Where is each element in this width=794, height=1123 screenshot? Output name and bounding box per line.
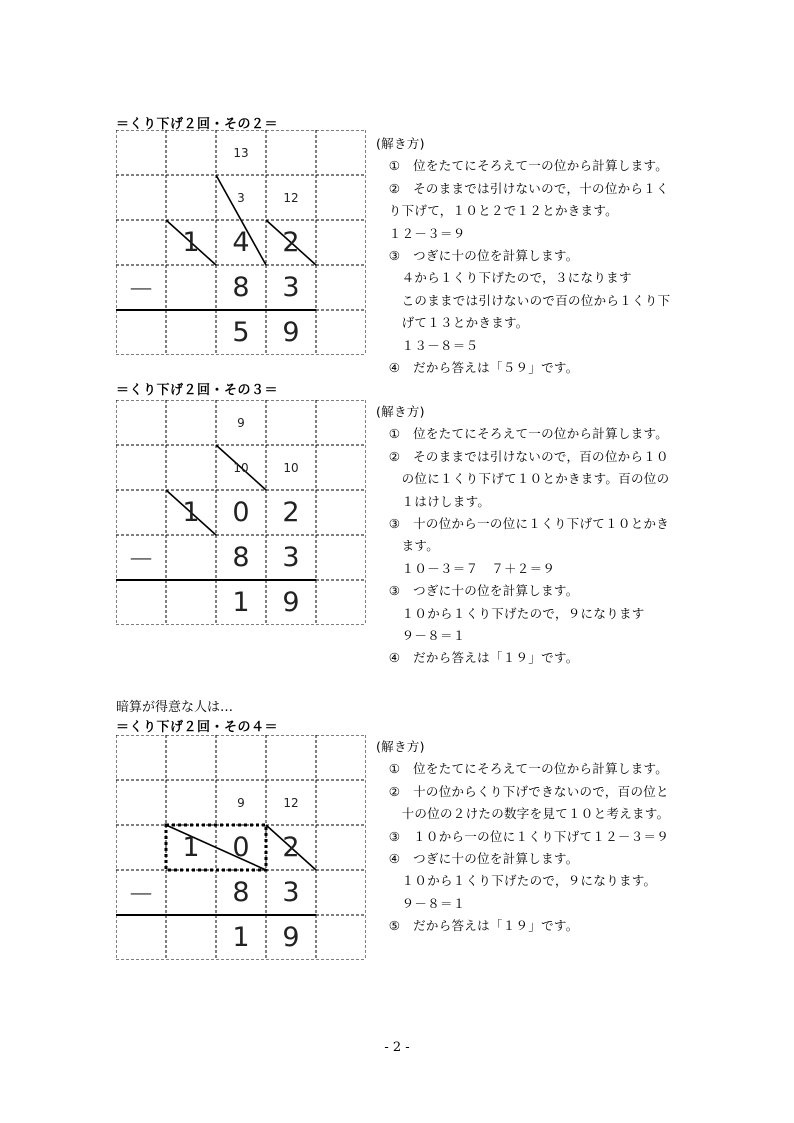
explanation-line: １はけします。 — [376, 493, 491, 509]
explanation-3 — [376, 401, 696, 670]
explanation-line: １０－３＝７ ７＋２＝９ — [376, 560, 556, 576]
explanation-4 — [376, 736, 696, 938]
explanation-line: ③ つぎに十の位を計算します。 — [376, 247, 579, 263]
explanation-line: ① 位をたてにそろえて一の位から計算します。 — [376, 426, 669, 442]
minus-sign: － — [127, 275, 155, 306]
borrow-tens: 3 — [237, 190, 245, 205]
explanation-line: ③ 十の位から一の位に１くり下げて１０とかき — [376, 515, 670, 531]
subtrahend-tens: 8 — [232, 877, 250, 908]
minuend-hundreds: 1 — [182, 497, 200, 528]
minuend-ones: 2 — [282, 832, 300, 863]
explanation-line: (解き方) — [376, 136, 425, 151]
explanation-line: ① 位をたてにそろえて一の位から計算します。 — [376, 761, 669, 777]
borrow-ones: 10 — [283, 460, 299, 475]
explanation-line: ① 位をたてにそろえて一の位から計算します。 — [376, 158, 669, 174]
explanation-line: ② 十の位からくり下げできないので，百の位と — [376, 783, 669, 799]
explanation-line: ⑤ だから答えは「１９」です。 — [376, 918, 579, 934]
explanation-line: １３－８＝５ — [376, 337, 479, 353]
subtrahend-tens: 8 — [232, 272, 250, 303]
minuend-ones: 2 — [282, 227, 300, 258]
subtrahend-ones: 3 — [282, 542, 300, 573]
explanation-line: ます。 — [376, 538, 440, 554]
answer-tens: 5 — [232, 317, 250, 348]
explanation-line: 十の位の２けたの数字を見て１０と考えます。 — [376, 806, 670, 822]
minuend-tens: 0 — [232, 832, 250, 863]
borrow-hundreds: 9 — [237, 415, 245, 430]
minus-sign: － — [127, 880, 155, 911]
explanation-line: １０から１くり下げたので，９になります — [376, 605, 645, 621]
explanation-line: １０から１くり下げたので，９になります。 — [376, 873, 657, 889]
page-number: - 2 - — [384, 1040, 410, 1055]
explanation-line: ９－８＝１ — [376, 895, 466, 911]
explanation-line: (解き方) — [376, 404, 425, 419]
borrow-tens: 10 — [233, 460, 249, 475]
subtrahend-ones: 3 — [282, 272, 300, 303]
answer-ones: 9 — [282, 587, 300, 618]
answer-tens: 1 — [232, 587, 250, 618]
section-title-4: ＝くり下げ２回・その４＝ — [116, 720, 279, 735]
explanation-line: ④ つぎに十の位を計算します。 — [376, 850, 579, 866]
explanation-line: ④ だから答えは「１９」です。 — [376, 650, 579, 666]
explanation-line: このままでは引けないので百の位から１くり下 — [376, 292, 671, 308]
minus-sign: － — [127, 545, 155, 576]
answer-ones: 9 — [282, 922, 300, 953]
subtraction-grid-3 — [116, 400, 366, 625]
explanation-line: ③ つぎに十の位を計算します。 — [376, 583, 579, 599]
answer-tens: 1 — [232, 922, 250, 953]
borrow-ones: 12 — [283, 190, 299, 205]
subtrahend-ones: 3 — [282, 877, 300, 908]
explanation-line: ② そのままでは引けないので，十の位から１く — [376, 180, 669, 196]
answer-ones: 9 — [282, 317, 300, 348]
explanation-line: げて１３とかきます。 — [376, 315, 529, 331]
explanation-line: (解き方) — [376, 739, 425, 754]
explanation-line: ４から１くり下げたので，３になります — [376, 270, 632, 286]
section-title-2: ＝くり下げ２回・その２＝ — [116, 117, 279, 132]
minuend-tens: 4 — [232, 227, 250, 258]
borrow-hundreds: 13 — [233, 145, 249, 160]
minuend-hundreds: 1 — [182, 227, 200, 258]
explanation-line: ９－８＝１ — [376, 627, 466, 643]
explanation-line: ③ １０から一の位に１くり下げて１２－３＝９ — [376, 828, 670, 844]
explanation-line: ② そのままでは引けないので，百の位から１０ — [376, 448, 669, 464]
minuend-ones: 2 — [282, 497, 300, 528]
borrow-ones: 12 — [283, 795, 299, 810]
minuend-hundreds: 1 — [182, 832, 200, 863]
subtrahend-tens: 8 — [232, 542, 250, 573]
explanation-line: １２－３＝９ — [376, 225, 466, 241]
explanation-2 — [376, 133, 696, 379]
section-title-3: ＝くり下げ２回・その３＝ — [116, 383, 279, 398]
borrow-tens: 9 — [237, 795, 245, 810]
explanation-line: り下げて，１０と２で１２とかきます。 — [376, 203, 618, 219]
subtraction-grid-4 — [116, 735, 366, 960]
minuend-tens: 0 — [232, 497, 250, 528]
explanation-line: ④ だから答えは「５９」です。 — [376, 359, 579, 375]
mental-math-note: 暗算が得意な人は… — [116, 700, 234, 715]
subtraction-grid-2 — [116, 130, 366, 355]
explanation-line: の位に１くり下げて１０とかきます。百の位の — [376, 471, 670, 487]
